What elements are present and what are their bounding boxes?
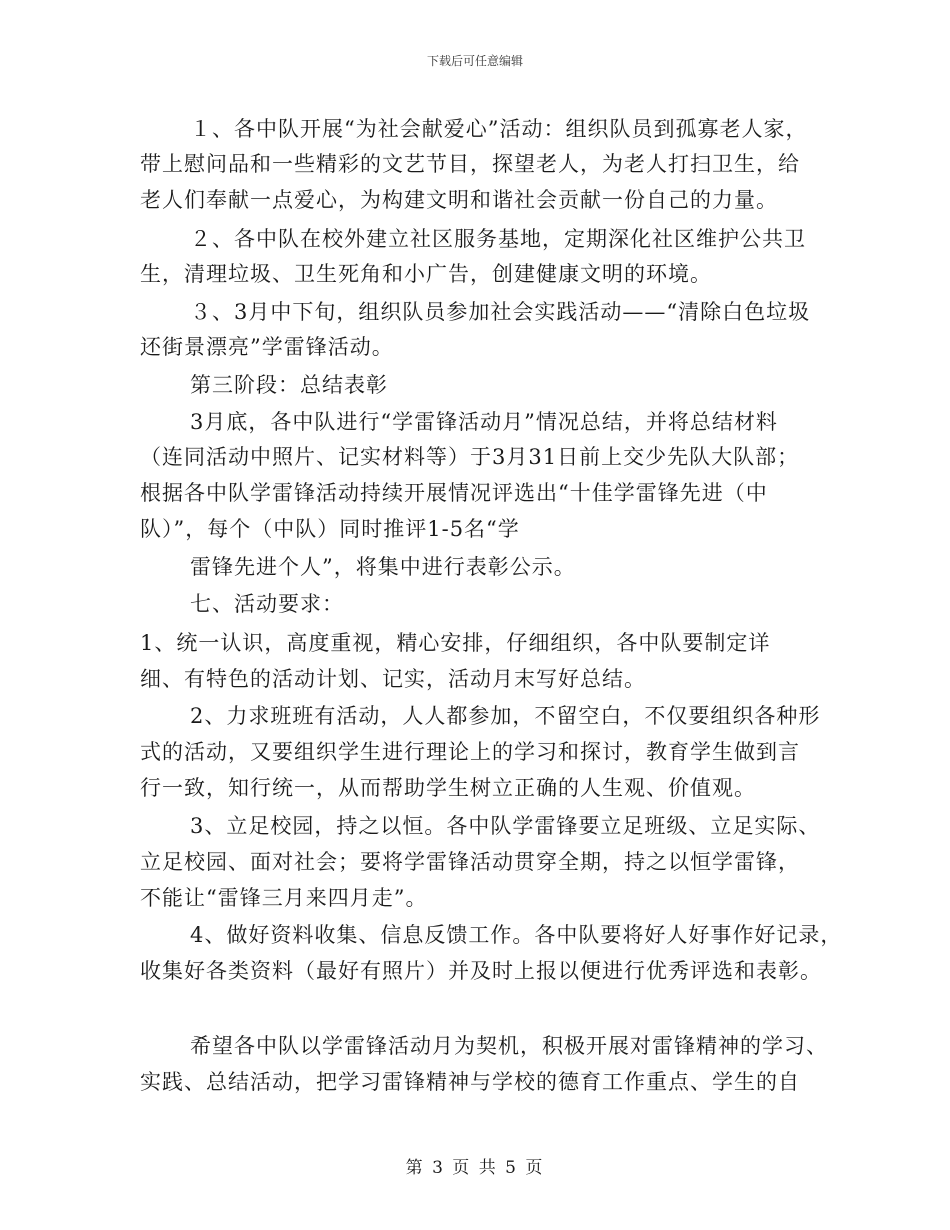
text-line: 还街景漂亮”学雷锋活动。 — [140, 335, 394, 359]
page-number: 第 3 页 共 5 页 — [405, 1158, 545, 1178]
text-line: 生，清理垃圾、卫生死角和小广告，创建健康文明的环境。 — [140, 262, 712, 286]
text-line: 3月底，各中队进行“学雷锋活动月”情况总结，并将总结材料 — [190, 410, 778, 434]
text-line: 带上慰问品和一些精彩的文艺节目，探望老人，为老人打扫卫生，给 — [140, 152, 800, 176]
text-line: 收集好各类资料（最好有照片）并及时上报以便进行优秀评选和表彰。 — [140, 959, 822, 983]
text-line: 细、有特色的活动计划、记实，活动月末写好总结。 — [140, 667, 646, 691]
text-line: 实践、总结活动，把学习雷锋精神与学校的德育工作重点、学生的自 — [140, 1070, 800, 1094]
text-line: 队）”，每个（中队）同时推评1-5名“学 — [140, 517, 520, 541]
text-line: 式的活动，又要组织学生进行理论上的学习和探讨，教育学生做到言 — [140, 740, 800, 764]
page-header-note: 下载后可任意编辑 — [426, 54, 523, 68]
text-line: 4、做好资料收集、信息反馈工作。各中队要将好人好事作好记录， — [190, 923, 843, 947]
text-line: 希望各中队以学雷锋活动月为契机，积极开展对雷锋精神的学习、 — [190, 1034, 828, 1058]
section-heading: 第三阶段：总结表彰 — [190, 373, 388, 397]
text-line: 行一致，知行统一，从而帮助学生树立正确的人生观、价值观。 — [140, 776, 756, 800]
text-line: 1、统一认识，高度重视，精心安排，仔细组织，各中队要制定详 — [140, 631, 771, 655]
text-line: 雷锋先进个人”，将集中进行表彰公示。 — [190, 555, 576, 579]
text-line: （连同活动中照片、记实材料等）于3月31日前上交少先队大队部； — [140, 445, 800, 469]
text-line: 3、立足校园，持之以恒。各中队学雷锋要立足班级、立足实际、 — [190, 814, 821, 838]
text-line: 根据各中队学雷锋活动持续开展情况评选出“十佳学雷锋先进（中 — [140, 481, 768, 505]
section-heading: 七、活动要求： — [190, 592, 344, 616]
text-line: １、各中队开展“为社会献爱心”活动：组织队员到孤寡老人家， — [190, 117, 808, 141]
text-line: 立足校园、面对社会；要将学雷锋活动贯穿全期，持之以恒学雷锋， — [140, 850, 800, 874]
text-line: ２、各中队在校外建立社区服务基地，定期深化社区维护公共卫 — [190, 227, 806, 251]
text-line: 2、力求班班有活动，人人都参加，不留空白，不仅要组织各种形 — [190, 704, 821, 728]
text-line: 老人们奉献一点爱心，为构建文明和谐社会贡献一份自己的力量。 — [140, 188, 778, 212]
text-line: 不能让“雷锋三月来四月走”。 — [140, 886, 428, 910]
text-line: ３、3月中下旬，组织队员参加社会实践活动——“清除白色垃圾 — [190, 300, 811, 324]
